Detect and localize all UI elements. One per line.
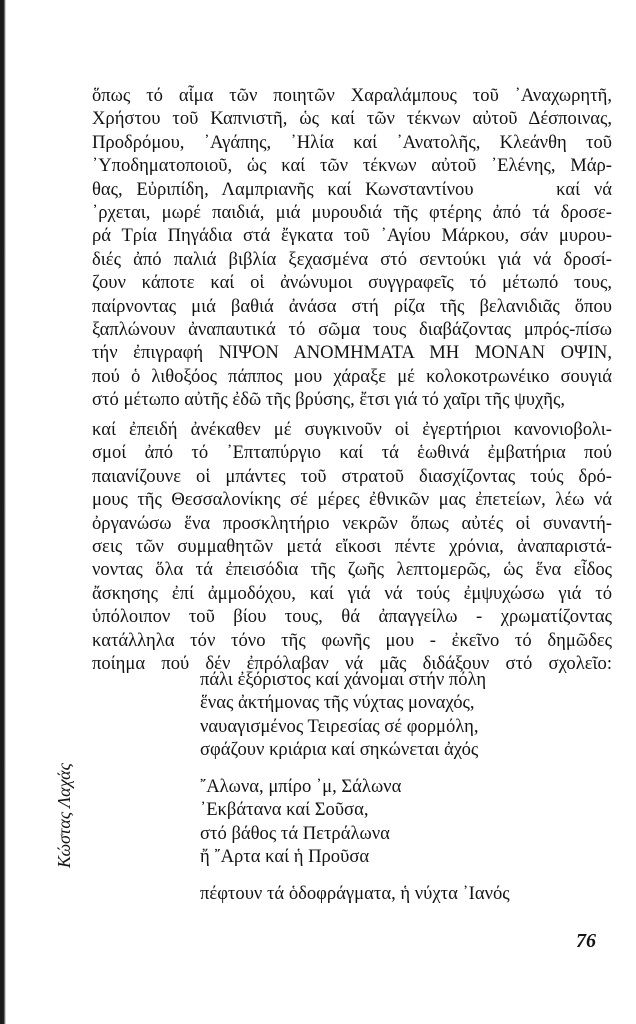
page-number: 76: [576, 930, 596, 952]
text-line: ᾿ρχεται, μωρέ παιδιά, μιά μυρουδιά τῆς φτέρης ἀπό τά δροσε-: [92, 202, 612, 224]
text-line: Προδρόμου, ᾿Αγάπης, ᾿Ηλία καί ᾿Ανατολῆς, Κλεάνθη τοῦ: [92, 131, 612, 153]
text-line: νοντας ὅλα τά ἐπεισόδια τῆς ζωῆς λεπτομερῶς, ὡς ἕνα εἶδος: [92, 559, 612, 581]
poem-verse: στό βάθος τά Πετράλωνα: [200, 822, 390, 844]
poem-verse: ᾿Εκβάτανα καί Σοῦσα,: [200, 799, 369, 821]
poem-verse: ῎Αλωνα, μπίρο ᾿μ, Σάλωνα: [200, 776, 402, 797]
text-line: ὑπόλοιπον τοῦ βίου τους, θά ἀπαγγείλω - χρωματίζοντας: [92, 606, 612, 628]
poem-verse: πάλι ἐξόριστος καί χάνομαι στήν πόλη: [200, 669, 487, 690]
text-line: στό μέτωπο αὐτῆς ἐδῶ τῆς βρύσης, ἔτσι γιά τό χαῖρι τῆς ψυχῆς,: [92, 389, 565, 411]
poem-stanza-2: [200, 775, 610, 869]
page-edge-shadow: [0, 0, 6, 1024]
text-line: ξαπλώνουν ἀναπαυτικά τό σῶμα τους διαβάζοντας μπρός-πίσω: [92, 319, 612, 341]
poem-verse: ναυαγισμένος Τειρεσίας σέ φορμόλη,: [200, 715, 479, 737]
poem-verse: πέφτουν τά ὁδοφράγματα, ἡ νύχτα ᾿Ιανός: [200, 883, 510, 904]
text-line: ζουν κάποτε καί οἱ ἀνώνυμοι συγγραφεῖς τό μέτωπό τους,: [92, 272, 612, 294]
text-line: σεις τῶν συμμαθητῶν μετά εἴκοσι πέντε χρόνια, ἀναπαριστά-: [92, 536, 612, 558]
text-line: ὀργανώσω ἕνα προσκλητήριο νεκρῶν ὅπως αὐτές οἱ συναντή-: [92, 512, 612, 534]
text-line: πού ὁ λιθοξόος πάππος μου χάραξε μέ κολοκοτρωνέικο σουγιά: [92, 365, 612, 387]
text-line: θας, Εὐριπίδη, Λαμπριανῆς καί Κωνσταντίνου καί νά: [92, 178, 612, 200]
text-line: ὅπως τό αἷμα τῶν ποιητῶν Χαραλάμπους τοῦ ᾿Αναχωρητῆ,: [92, 85, 612, 106]
text-line: μους τῆς Θεσσαλονίκης σέ μέρες ἐθνικῶν μας ἐπετείων, λέω νά: [92, 489, 612, 511]
poem-verse: ἕνας ἀκτήμονας τῆς νύχτας μοναχός,: [200, 692, 475, 714]
text-line: ποίημα πού δέν ἐπρόλαβαν νά μᾶς διδάξουν στό σχολεῖο:: [92, 653, 612, 675]
text-line: ἄσκησης ἐπί ἀμμοδόχου, καί γιά νά τούς ἐμψυχώσω γιά τό: [92, 582, 612, 604]
paragraph-2: [92, 418, 612, 675]
paragraph-1: [92, 84, 612, 412]
side-author-name: Κώστας Λαχάς: [54, 763, 74, 868]
poem-stanza-3: [200, 882, 610, 905]
poem-verse: σφάζουν κριάρια καί σηκώνεται ἀχός: [200, 739, 479, 761]
text-line: διές ἀπό παλιά βιβλία ξεχασμένα στό σεντούκι γιά νά δροσί-: [92, 248, 612, 270]
poem-stanza-1: [200, 668, 610, 762]
text-line: τήν ἐπιγραφή ΝΙΨΟΝ ΑΝΟΜΗΜΑΤΑ ΜΗ ΜΟΝΑΝ ΟΨΙΝ,: [92, 342, 612, 364]
text-line: σμοί ἀπό τό ᾿Επταπύργιο καί τά ἑωθινά ἐμβατήρια πού: [92, 442, 612, 464]
text-line: ᾿Υποδηματοποιοῦ, ὡς καί τῶν τέκνων αὐτοῦ ᾿Ελένης, Μάρ-: [92, 155, 612, 177]
text-line: ρά Τρία Πηγάδια στά ἔγκατα τοῦ ᾿Αγίου Μάρκου, σάν μυρου-: [92, 225, 612, 247]
text-line: παίρνοντας μιά βαθιά ἀνάσα στή ρίζα τῆς βελανιδιᾶς ὅπου: [92, 295, 612, 317]
text-line: παιανίζουνε οἱ μπάντες τοῦ στρατοῦ διασχίζοντας τούς δρό-: [92, 465, 612, 487]
text-line: κατάλληλα τόν τόνο τῆς φωνῆς μου - ἐκεῖνο τό δημῶδες: [92, 629, 612, 651]
text-line: Χρήστου τοῦ Καπνιστῆ, ὡς καί τῶν τέκνων αὐτοῦ Δέσποινας,: [92, 108, 612, 130]
poem-verse: ἤ ῎Αρτα καί ἡ Προῦσα: [200, 846, 370, 868]
text-line: καί ἐπειδή ἀνέκαθεν μέ συγκινοῦν οἱ ἐγερτήριοι κανονιοβολι-: [92, 419, 612, 440]
